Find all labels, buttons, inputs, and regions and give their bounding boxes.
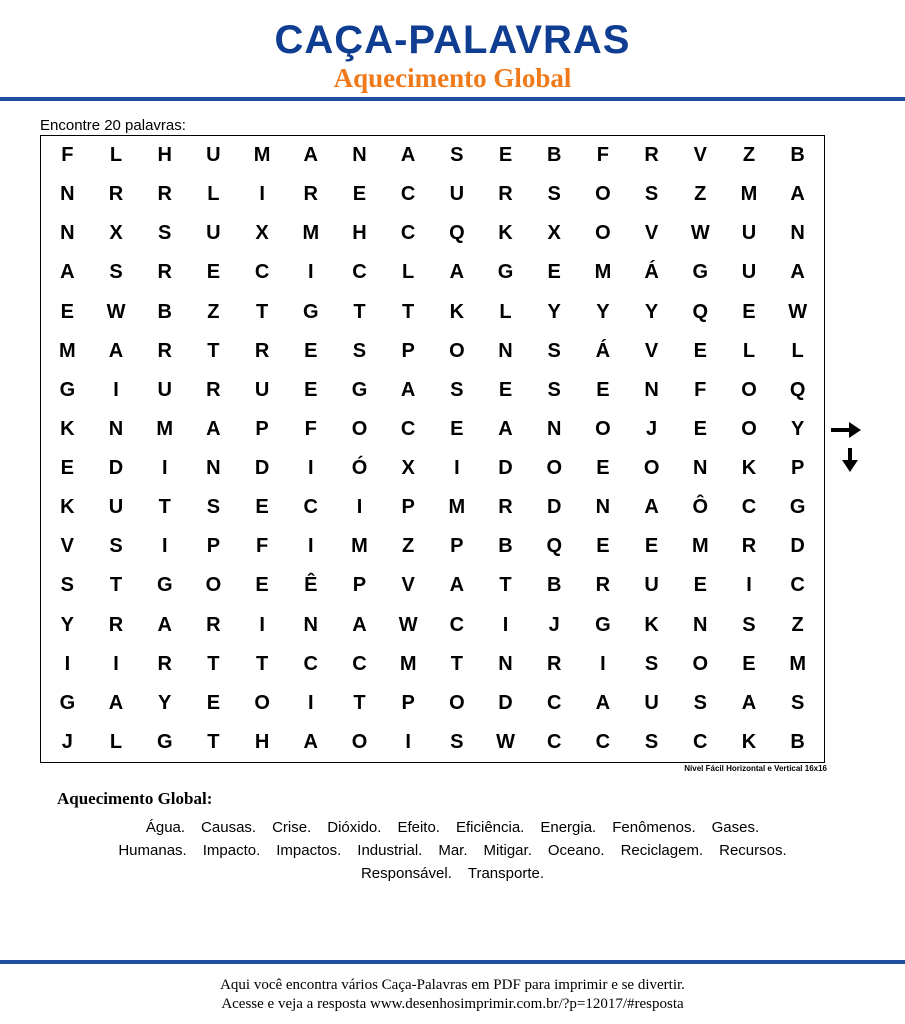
grid-cell[interactable]: K bbox=[498, 222, 513, 245]
grid-cell[interactable]: A bbox=[449, 261, 465, 284]
grid-cell[interactable]: C bbox=[254, 261, 270, 284]
grid-cell[interactable]: B bbox=[498, 535, 513, 558]
grid-cell[interactable]: E bbox=[693, 339, 707, 362]
grid-cell[interactable]: E bbox=[596, 535, 610, 558]
grid-cell[interactable]: V bbox=[401, 574, 415, 597]
top-divider bbox=[0, 97, 905, 101]
grid-cell[interactable]: N bbox=[644, 378, 659, 401]
grid-cell[interactable]: C bbox=[741, 496, 757, 519]
grid-cell[interactable]: Á bbox=[644, 261, 659, 284]
grid-cell[interactable]: R bbox=[206, 378, 221, 401]
grid-cell[interactable]: I bbox=[259, 183, 265, 206]
grid-cell[interactable]: F bbox=[61, 144, 74, 167]
grid-cell[interactable]: X bbox=[255, 222, 269, 245]
grid-cell[interactable]: O bbox=[205, 574, 222, 597]
grid-cell[interactable]: Q bbox=[789, 378, 806, 401]
grid-cell[interactable]: K bbox=[449, 300, 465, 323]
grid-cell[interactable]: S bbox=[109, 535, 123, 558]
grid-cell[interactable]: A bbox=[157, 613, 172, 636]
grid-cell[interactable]: W bbox=[398, 613, 418, 636]
grid-cell[interactable]: U bbox=[157, 378, 172, 401]
word-item: Dióxido. bbox=[327, 819, 382, 836]
grid-cell[interactable]: A bbox=[498, 417, 513, 440]
word-item: Crise. bbox=[272, 819, 312, 836]
grid-cell[interactable]: F bbox=[596, 144, 610, 167]
grid-cell[interactable]: Z bbox=[791, 613, 804, 636]
grid-cell[interactable]: A bbox=[108, 691, 124, 714]
grid-cell[interactable]: T bbox=[207, 730, 220, 753]
grid-cell[interactable]: Y bbox=[60, 613, 75, 636]
grid-cell[interactable]: I bbox=[454, 457, 460, 480]
grid-cell[interactable]: K bbox=[60, 417, 75, 440]
grid-cell[interactable]: L bbox=[402, 261, 415, 284]
grid-cell[interactable]: I bbox=[308, 535, 314, 558]
grid-cell[interactable]: W bbox=[690, 222, 710, 245]
grid-cell[interactable]: N bbox=[352, 144, 367, 167]
grid-cell[interactable]: G bbox=[59, 378, 76, 401]
grid-cell[interactable]: G bbox=[156, 574, 173, 597]
grid-cell[interactable]: O bbox=[351, 417, 368, 440]
grid-cell[interactable]: I bbox=[113, 652, 119, 675]
grid-cell[interactable]: E bbox=[693, 574, 707, 597]
grid-cell[interactable]: L bbox=[742, 339, 756, 362]
grid-cell[interactable]: O bbox=[449, 339, 465, 362]
grid-cell[interactable]: F bbox=[255, 535, 269, 558]
grid-cell[interactable]: N bbox=[303, 613, 318, 636]
grid-cell[interactable]: P bbox=[401, 339, 415, 362]
grid-cell[interactable]: U bbox=[206, 222, 221, 245]
grid-cell[interactable]: A bbox=[352, 613, 367, 636]
grid-cell[interactable]: B bbox=[790, 730, 805, 753]
grid-cell[interactable]: I bbox=[308, 457, 314, 480]
grid-cell[interactable]: O bbox=[741, 417, 757, 440]
grid-cell[interactable]: I bbox=[64, 652, 71, 675]
grid-cell[interactable]: Ô bbox=[692, 496, 709, 519]
grid-cell[interactable]: E bbox=[742, 652, 756, 675]
grid-cell[interactable]: D bbox=[254, 457, 270, 480]
word-list-heading: Aquecimento Global: bbox=[57, 789, 213, 808]
grid-cell[interactable]: U bbox=[644, 574, 659, 597]
grid-cell[interactable]: A bbox=[108, 339, 124, 362]
grid-cell[interactable]: P bbox=[401, 496, 415, 519]
grid-cell[interactable]: S bbox=[693, 691, 707, 714]
grid-cell[interactable]: I bbox=[746, 574, 752, 597]
grid-cell[interactable]: N bbox=[498, 339, 513, 362]
word-row bbox=[110, 839, 794, 862]
grid-cell[interactable]: S bbox=[450, 144, 464, 167]
word-row bbox=[138, 816, 767, 839]
grid-cell[interactable]: Ó bbox=[351, 457, 368, 480]
grid-cell[interactable]: D bbox=[546, 496, 562, 519]
grid-cell[interactable]: B bbox=[157, 300, 172, 323]
word-item: Responsável. bbox=[360, 865, 452, 882]
grid-cell[interactable]: N bbox=[60, 222, 75, 245]
grid-cell[interactable]: R bbox=[498, 496, 513, 519]
instructions-text: Encontre 20 palavras: bbox=[40, 117, 186, 134]
grid-cell[interactable]: E bbox=[255, 496, 269, 519]
grid-cell[interactable]: S bbox=[742, 613, 756, 636]
grid-cell[interactable]: S bbox=[644, 730, 659, 753]
arrow-down-icon bbox=[829, 446, 863, 474]
grid-cell[interactable]: N bbox=[546, 417, 562, 440]
grid-cell[interactable]: E bbox=[352, 183, 367, 206]
grid-cell[interactable]: C bbox=[352, 652, 367, 675]
grid-cell[interactable]: S bbox=[158, 222, 172, 245]
grid-cell[interactable]: T bbox=[207, 652, 220, 675]
grid-cell[interactable]: A bbox=[595, 691, 611, 714]
grid-cell[interactable]: N bbox=[206, 457, 221, 480]
grid-cell[interactable]: Y bbox=[596, 300, 610, 323]
grid-cell[interactable]: P bbox=[206, 535, 221, 558]
grid-cell[interactable]: I bbox=[161, 535, 168, 558]
grid-cell[interactable]: O bbox=[595, 183, 611, 206]
grid-cell[interactable]: V bbox=[644, 339, 659, 362]
word-item: Mar. bbox=[438, 842, 468, 859]
grid-cell[interactable]: R bbox=[644, 144, 659, 167]
grid-cell[interactable]: T bbox=[255, 300, 269, 323]
grid-cell[interactable]: S bbox=[644, 652, 659, 675]
grid-cell[interactable]: I bbox=[259, 613, 265, 636]
grid-cell[interactable]: I bbox=[502, 613, 509, 636]
grid-cell[interactable]: U bbox=[254, 378, 270, 401]
grid-cell[interactable]: Z bbox=[207, 300, 220, 323]
footer-line-1: Aqui você encontra vários Caça-Palavras em PDF para imprimir e se divertir. bbox=[220, 977, 685, 993]
grid-cell[interactable]: R bbox=[595, 574, 611, 597]
grid-cell[interactable]: N bbox=[498, 652, 513, 675]
grid-cell[interactable]: W bbox=[496, 730, 515, 753]
grid-cell[interactable]: T bbox=[207, 339, 220, 362]
word-search-grid bbox=[40, 135, 825, 763]
grid-cell[interactable]: H bbox=[254, 730, 270, 753]
grid-cell[interactable]: O bbox=[546, 457, 562, 480]
grid-cell[interactable]: V bbox=[60, 535, 75, 558]
grid-cell[interactable]: F bbox=[694, 378, 707, 401]
grid-cell[interactable]: I bbox=[308, 261, 314, 284]
grid-cell[interactable]: R bbox=[254, 339, 270, 362]
page-title: CAÇA-PALAVRAS bbox=[274, 18, 631, 62]
grid-cell[interactable]: Ê bbox=[304, 574, 318, 597]
grid-cell[interactable]: D bbox=[498, 457, 513, 480]
grid-cell[interactable]: T bbox=[353, 691, 366, 714]
grid-cell[interactable]: E bbox=[693, 417, 707, 440]
grid-cell[interactable]: K bbox=[644, 613, 659, 636]
grid-cell[interactable]: E bbox=[498, 378, 513, 401]
grid-cell[interactable]: A bbox=[644, 496, 659, 519]
grid-cell[interactable]: G bbox=[156, 730, 173, 753]
grid-cell[interactable]: T bbox=[255, 652, 269, 675]
grid-cell[interactable]: O bbox=[692, 652, 709, 675]
grid-cell[interactable]: E bbox=[206, 261, 221, 284]
grid-cell[interactable]: H bbox=[352, 222, 367, 245]
grid-cell[interactable]: S bbox=[450, 378, 464, 401]
grid-cell[interactable]: M bbox=[448, 496, 466, 519]
grid-cell[interactable]: E bbox=[596, 457, 610, 480]
word-item: Fenômenos. bbox=[612, 819, 696, 836]
grid-cell[interactable]: R bbox=[741, 535, 757, 558]
grid-cell[interactable]: M bbox=[691, 535, 709, 558]
grid-cell[interactable]: C bbox=[400, 222, 416, 245]
grid-cell[interactable]: A bbox=[790, 261, 805, 284]
grid-cell[interactable]: U bbox=[741, 261, 757, 284]
direction-arrows bbox=[829, 418, 869, 474]
footer bbox=[0, 976, 905, 1014]
grid-cell[interactable]: M bbox=[253, 144, 271, 167]
grid-cell[interactable]: T bbox=[158, 496, 171, 519]
grid-cell[interactable]: K bbox=[741, 730, 757, 753]
grid-cell[interactable]: J bbox=[61, 730, 73, 753]
grid-cell[interactable]: P bbox=[255, 417, 269, 440]
grid-cell[interactable]: E bbox=[596, 378, 610, 401]
grid-cell[interactable]: N bbox=[595, 496, 611, 519]
grid-cell[interactable]: Z bbox=[402, 535, 415, 558]
grid-cell[interactable]: L bbox=[109, 730, 123, 753]
grid-cell[interactable]: C bbox=[449, 613, 465, 636]
grid-cell[interactable]: O bbox=[643, 457, 660, 480]
grid-cell[interactable]: N bbox=[790, 222, 805, 245]
grid-cell[interactable]: S bbox=[547, 339, 561, 362]
grid-cell[interactable]: E bbox=[547, 261, 561, 284]
grid-cell[interactable]: E bbox=[450, 417, 464, 440]
grid-cell[interactable]: V bbox=[644, 222, 659, 245]
word-item: Efeito. bbox=[397, 819, 440, 836]
grid-cell[interactable]: A bbox=[400, 378, 416, 401]
grid-cell[interactable]: S bbox=[60, 574, 75, 597]
grid-cell[interactable]: E bbox=[60, 300, 75, 323]
grid-cell[interactable]: G bbox=[497, 261, 514, 284]
grid-cell[interactable]: I bbox=[405, 730, 411, 753]
word-item: Industrial. bbox=[357, 842, 423, 859]
grid-cell[interactable]: C bbox=[595, 730, 611, 753]
grid-cell[interactable]: E bbox=[742, 300, 756, 323]
grid-cell[interactable]: X bbox=[109, 222, 123, 245]
grid-cell[interactable]: R bbox=[108, 183, 124, 206]
word-item: Mitigar. bbox=[483, 842, 532, 859]
grid-cell[interactable]: I bbox=[308, 691, 314, 714]
grid-cell[interactable]: R bbox=[206, 613, 221, 636]
grid-cell[interactable]: T bbox=[450, 652, 463, 675]
grid-cell[interactable]: R bbox=[157, 652, 172, 675]
grid-cell[interactable]: P bbox=[450, 535, 464, 558]
grid-cell[interactable]: C bbox=[790, 574, 805, 597]
grid-cell[interactable]: Z bbox=[694, 183, 707, 206]
grid-cell[interactable]: E bbox=[304, 378, 318, 401]
grid-cell[interactable]: N bbox=[693, 457, 708, 480]
grid-cell[interactable]: K bbox=[741, 457, 757, 480]
grid-cell[interactable]: A bbox=[60, 261, 75, 284]
word-list bbox=[40, 816, 865, 885]
grid-cell[interactable]: E bbox=[304, 339, 318, 362]
grid-cell[interactable]: P bbox=[790, 457, 805, 480]
grid-cell[interactable]: L bbox=[499, 300, 512, 323]
grid-cell[interactable]: A bbox=[741, 691, 757, 714]
grid-cell[interactable]: I bbox=[161, 457, 168, 480]
footer-line-2: Acesse e veja a resposta www.desenhosimprimir.com.br/?p=12017/#resposta bbox=[221, 996, 684, 1012]
grid-cell[interactable]: T bbox=[353, 300, 366, 323]
grid-cell[interactable]: C bbox=[400, 417, 416, 440]
arrow-right-icon bbox=[829, 418, 863, 442]
grid-cell[interactable]: A bbox=[303, 730, 318, 753]
grid-cell[interactable]: O bbox=[254, 691, 270, 714]
word-row bbox=[353, 862, 552, 885]
grid-cell[interactable]: S bbox=[109, 261, 123, 284]
difficulty-note: Nível Fácil Horizontal e Vertical 16x16 bbox=[684, 764, 827, 773]
grid-cell[interactable]: O bbox=[351, 730, 368, 753]
grid-cell[interactable]: R bbox=[157, 339, 172, 362]
grid-cell[interactable]: Y bbox=[790, 417, 805, 440]
grid-cell[interactable]: L bbox=[207, 183, 220, 206]
grid-cell[interactable]: W bbox=[106, 300, 126, 323]
word-item: Transporte. bbox=[467, 865, 545, 882]
grid-cell[interactable]: U bbox=[108, 496, 124, 519]
grid-cell[interactable]: G bbox=[351, 378, 368, 401]
grid-cell[interactable]: C bbox=[352, 261, 367, 284]
grid-cell[interactable]: G bbox=[59, 691, 76, 714]
grid-cell[interactable]: D bbox=[790, 535, 805, 558]
grid-cell[interactable]: L bbox=[109, 144, 123, 167]
word-item: Oceano. bbox=[547, 842, 605, 859]
bottom-divider bbox=[0, 960, 905, 964]
grid-cell[interactable]: C bbox=[303, 496, 318, 519]
grid-cell[interactable]: O bbox=[449, 691, 465, 714]
grid-cell[interactable]: E bbox=[644, 535, 659, 558]
grid-cell[interactable]: E bbox=[60, 457, 75, 480]
grid-cell[interactable]: T bbox=[499, 574, 512, 597]
grid-cell[interactable]: M bbox=[302, 222, 320, 245]
grid-cell[interactable]: M bbox=[351, 535, 368, 558]
grid-cell[interactable]: A bbox=[400, 144, 416, 167]
grid-cell[interactable]: U bbox=[741, 222, 757, 245]
grid-cell[interactable]: C bbox=[303, 652, 318, 675]
page-subtitle: Aquecimento Global bbox=[333, 63, 572, 93]
grid-cell[interactable]: X bbox=[401, 457, 415, 480]
grid-cell[interactable]: R bbox=[157, 183, 172, 206]
grid-cell[interactable]: Y bbox=[547, 300, 561, 323]
grid-cell[interactable]: C bbox=[546, 691, 562, 714]
grid-cell[interactable]: Q bbox=[546, 535, 562, 558]
grid-cell[interactable]: M bbox=[399, 652, 417, 675]
grid-cell[interactable]: W bbox=[788, 300, 808, 323]
grid-cell[interactable]: S bbox=[450, 730, 464, 753]
grid-cell[interactable]: S bbox=[206, 496, 221, 519]
word-item: Energia. bbox=[540, 819, 597, 836]
grid-cell[interactable]: E bbox=[206, 691, 221, 714]
grid-cell[interactable]: Y bbox=[158, 691, 172, 714]
grid-cell[interactable]: R bbox=[546, 652, 562, 675]
grid-cell[interactable]: J bbox=[548, 613, 560, 636]
grid-cell[interactable]: D bbox=[108, 457, 124, 480]
grid-cell[interactable]: I bbox=[356, 496, 363, 519]
grid-cell[interactable]: O bbox=[595, 222, 611, 245]
word-item: Eficiência. bbox=[455, 819, 525, 836]
grid-cell[interactable]: R bbox=[108, 613, 124, 636]
word-item: Impactos. bbox=[276, 842, 342, 859]
grid-cell[interactable]: I bbox=[600, 652, 606, 675]
grid-cell[interactable]: K bbox=[60, 496, 75, 519]
grid-cell[interactable]: A bbox=[449, 574, 465, 597]
word-item: Recursos. bbox=[719, 842, 787, 859]
grid-cell[interactable]: G bbox=[789, 496, 806, 519]
grid-cell[interactable]: U bbox=[449, 183, 465, 206]
grid-cell[interactable]: S bbox=[352, 339, 367, 362]
grid-cell[interactable]: N bbox=[60, 183, 75, 206]
grid-cell[interactable]: L bbox=[791, 339, 804, 362]
grid-cell[interactable]: Y bbox=[644, 300, 659, 323]
grid-cell[interactable]: A bbox=[790, 183, 805, 206]
grid-cell[interactable]: Q bbox=[449, 222, 465, 245]
grid-cell[interactable]: E bbox=[255, 574, 269, 597]
grid-cell[interactable]: R bbox=[157, 261, 172, 284]
word-item: Impacto. bbox=[202, 842, 261, 859]
grid-cell[interactable]: B bbox=[546, 144, 562, 167]
grid-cell[interactable]: F bbox=[304, 417, 317, 440]
grid-cell[interactable]: A bbox=[303, 144, 318, 167]
grid-cell[interactable]: M bbox=[594, 261, 612, 284]
grid-cell[interactable]: M bbox=[789, 652, 806, 675]
grid-cell[interactable]: V bbox=[693, 144, 707, 167]
grid-cell[interactable]: Á bbox=[595, 339, 611, 362]
grid-cell[interactable]: C bbox=[400, 183, 416, 206]
grid-cell[interactable]: E bbox=[498, 144, 513, 167]
grid-cell[interactable]: J bbox=[646, 417, 658, 440]
grid-cell[interactable]: I bbox=[113, 378, 119, 401]
grid-cell[interactable]: S bbox=[547, 183, 561, 206]
grid-cell[interactable]: R bbox=[498, 183, 513, 206]
grid-cell[interactable]: Q bbox=[692, 300, 709, 323]
word-item: Humanas. bbox=[118, 842, 187, 859]
grid-cell[interactable]: H bbox=[157, 144, 172, 167]
word-item: Água. bbox=[145, 819, 186, 836]
grid-cell[interactable]: C bbox=[546, 730, 562, 753]
word-item: Gases. bbox=[711, 819, 760, 836]
grid-cell[interactable]: S bbox=[547, 378, 561, 401]
word-item: Reciclagem. bbox=[620, 842, 704, 859]
grid-cell[interactable]: B bbox=[790, 144, 805, 167]
grid-cell[interactable]: T bbox=[109, 574, 123, 597]
grid-cell[interactable]: M bbox=[59, 339, 76, 362]
grid-cell[interactable]: M bbox=[740, 183, 758, 206]
grid-cell[interactable]: O bbox=[595, 417, 611, 440]
grid-cell[interactable]: P bbox=[401, 691, 415, 714]
grid-cell[interactable]: G bbox=[595, 613, 611, 636]
grid-cell[interactable]: G bbox=[303, 300, 319, 323]
grid-cell[interactable]: S bbox=[790, 691, 805, 714]
word-item: Causas. bbox=[201, 819, 257, 836]
grid-cell[interactable]: N bbox=[693, 613, 708, 636]
grid-cell[interactable]: C bbox=[693, 730, 708, 753]
grid-cell[interactable]: O bbox=[741, 378, 757, 401]
grid-cell[interactable]: U bbox=[206, 144, 221, 167]
grid-cell[interactable]: Z bbox=[742, 144, 756, 167]
grid-cell[interactable]: P bbox=[352, 574, 367, 597]
grid-cell[interactable]: B bbox=[546, 574, 562, 597]
grid-cell[interactable]: G bbox=[692, 261, 709, 284]
grid-cell[interactable]: S bbox=[644, 183, 659, 206]
grid-cell[interactable]: X bbox=[547, 222, 561, 245]
grid-cell[interactable]: N bbox=[108, 417, 124, 440]
grid-cell[interactable]: R bbox=[303, 183, 318, 206]
grid-cell[interactable]: A bbox=[206, 417, 221, 440]
grid-cell[interactable]: M bbox=[156, 417, 174, 440]
grid-cell[interactable]: U bbox=[644, 691, 659, 714]
grid-cell[interactable]: D bbox=[498, 691, 513, 714]
grid-cell[interactable]: T bbox=[402, 300, 415, 323]
